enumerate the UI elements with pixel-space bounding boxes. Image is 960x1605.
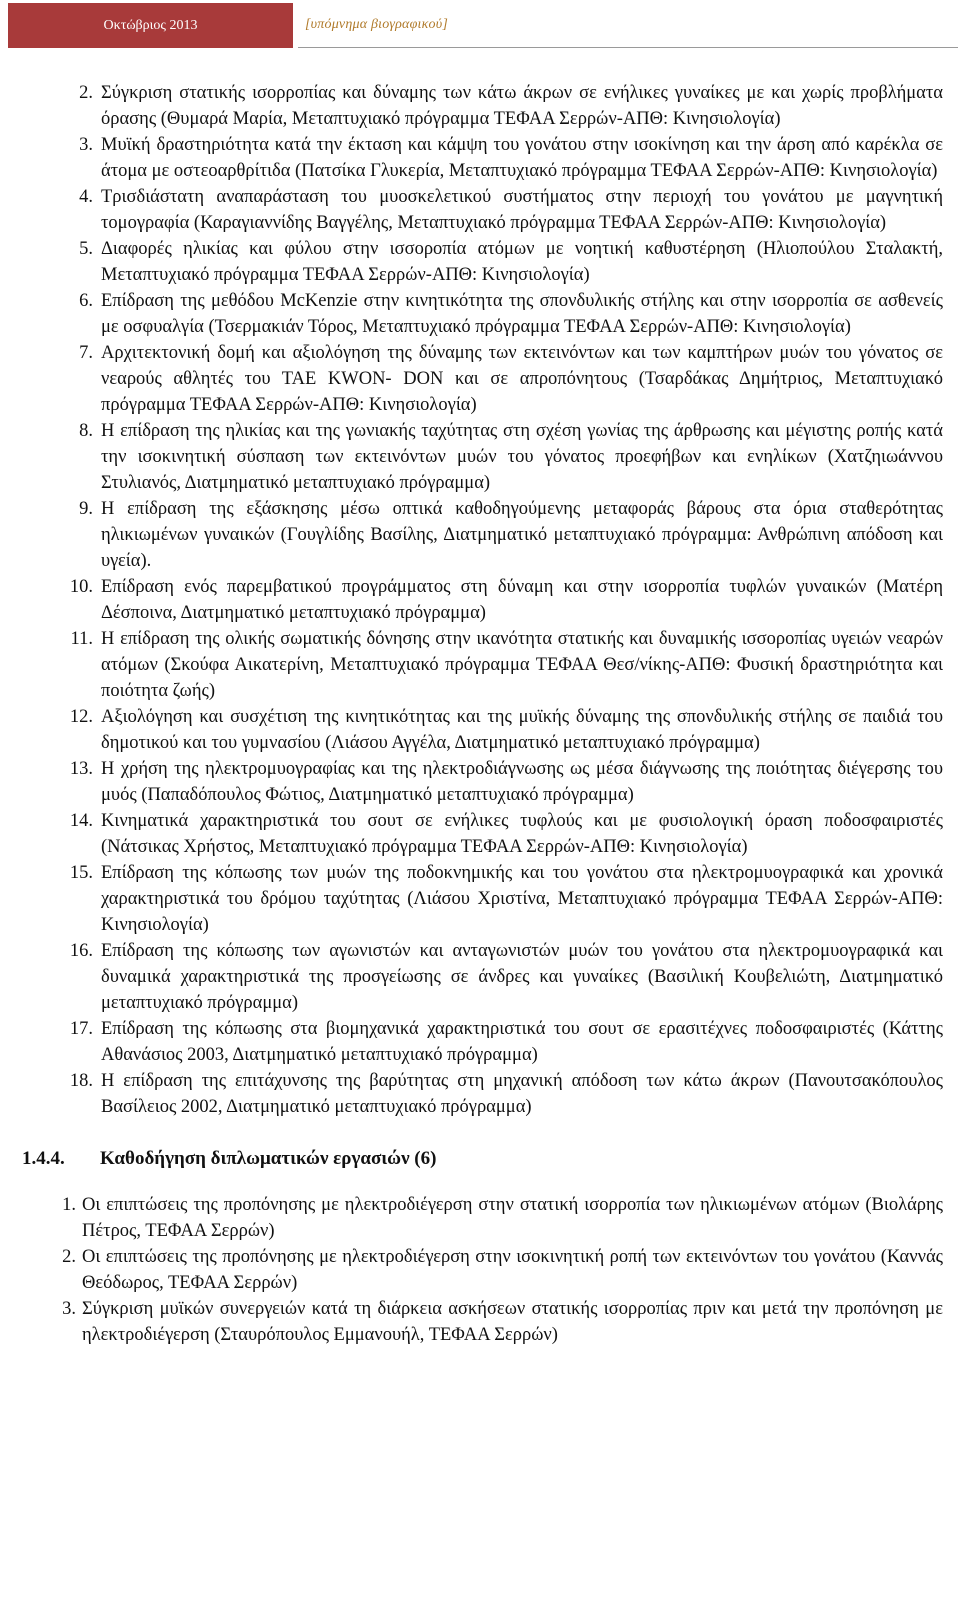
- list-item: [69, 756, 943, 808]
- list-item-number: 10.: [69, 577, 93, 597]
- list-item-number: 2.: [79, 83, 93, 103]
- list-item-text: Επίδραση της κόπωσης στα βιομηχανικά χαρακτηριστικά του σουτ σε ερασιτέχνες ποδοσφαιριστές (Κάττης Αθανάσιος 2003, Διατμηματικό μεταπτυχιακό πρόγραμμα): [101, 1019, 943, 1065]
- list-item: [69, 860, 943, 938]
- list-item-number: 18.: [69, 1071, 93, 1091]
- diploma-theses-list: [0, 1192, 960, 1348]
- list-item-number: 14.: [69, 811, 93, 831]
- list-item-number: 9.: [79, 499, 93, 519]
- list-item-text: Η επίδραση της εξάσκησης μέσω οπτικά καθοδηγούμενης μεταφοράς βάρους στα όρια σταθερότητας ηλικιωμένων γυναικών (Γουγλίδης Βασίλης, Διατμηματικό μεταπτυχιακό πρόγραμμα: Ανθρώπινη απόδοση και υγεία).: [101, 499, 943, 571]
- list-item: [79, 184, 943, 236]
- list-item: [69, 574, 943, 626]
- list-item: [79, 496, 943, 574]
- header-title: [υπόμνημα βιογραφικού]: [305, 17, 449, 32]
- list-item-text: Τρισδιάστατη αναπαράσταση του μυοσκελετικού συστήματος στην περιοχή του γονάτου με μαγνητική τομογραφία (Καραγιαννίδης Βαγγέλης, Μεταπτυχιακό πρόγραμμα ΤΕΦΑΑ Σερρών-ΑΠΘ: Κινησιολογία): [101, 187, 943, 233]
- list-item-text: Η επίδραση της επιτάχυνσης της βαρύτητας στη μηχανική απόδοση των κάτω άκρων (Πανουτσακόπουλος Βασίλειος 2002, Διατμηματικό μεταπτυχιακό πρόγραμμα): [101, 1071, 943, 1117]
- page-content: [0, 80, 960, 1348]
- list-item-text: Αρχιτεκτονική δομή και αξιολόγηση της δύναμης των εκτεινόντων και των καμπτήρων μυών του γόνατος σε νεαρούς αθλητές του ΤΑΕ KWON- DON και σε απροπόνητους (Τσαρδάκας Δημήτριος, Μεταπτυχιακό πρόγραμμα ΤΕΦΑΑ Σερρών-ΑΠΘ: Κινησιολογία): [101, 343, 943, 415]
- list-item: [69, 1016, 943, 1068]
- list-item-number: 3.: [79, 135, 93, 155]
- graduate-theses-list: [0, 80, 960, 1120]
- header-divider: [298, 47, 958, 48]
- list-item-text: Οι επιπτώσεις της προπόνησης με ηλεκτροδιέγερση στην ισοκινητική ροπή των εκτεινόντων του γονάτου (Καννάς Θεόδωρος, ΤΕΦΑΑ Σερρών): [82, 1247, 943, 1293]
- list-item-text: Αξιολόγηση και συσχέτιση της κινητικότητας και της μυϊκής δύναμης της σπονδυλικής στήλης σε παιδιά του δημοτικού και του γυμνασίου (Λιάσου Αγγέλα, Διατμηματικό μεταπτυχιακό πρόγραμμα): [101, 707, 943, 753]
- list-item-number: 1.: [62, 1195, 76, 1215]
- section-title: Καθοδήγηση διπλωματικών εργασιών (6): [100, 1148, 437, 1169]
- list-item: [79, 418, 943, 496]
- list-item-text: Επίδραση της μεθόδου McKenzie στην κινητικότητα της σπονδυλικής στήλης και στην ισορροπία σε ασθενείς με οσφυαλγία (Τσερμακιάν Τόρος, Μεταπτυχιακό πρόγραμμα ΤΕΦΑΑ Σερρών-ΑΠΘ: Κινησιολογία): [101, 291, 943, 337]
- list-item-text: Επίδραση της κόπωσης των μυών της ποδοκνημικής και του γονάτου στα ηλεκτρομυογραφικά και χρονικά χαρακτηριστικά του δρόμου ταχύτητας (Λιάσου Χριστίνα, Μεταπτυχιακό πρόγραμμα ΤΕΦΑΑ Σερρών-ΑΠΘ: Κινησιολογία): [101, 863, 943, 935]
- list-item-number: 13.: [69, 759, 93, 779]
- list-item-text: Η επίδραση της ηλικίας και της γωνιακής ταχύτητας στη σχέση γωνίας της άρθρωσης και μέγιστης ροπής κατά την ισοκινητική σύσπαση των εκτεινόντων μυών του γόνατος προεφήβων και ενηλίκων (Χατζηιωάννου Στυλιανός, Διατμηματικό μεταπτυχιακό πρόγραμμα): [101, 421, 943, 493]
- list-item-text: Η χρήση της ηλεκτρομυογραφίας και της ηλεκτροδιάγνωσης ως μέσα διάγνωσης της ποιότητας διέγερσης του μυός (Παπαδόπουλος Φώτιος, Διατμηματικό μεταπτυχιακό πρόγραμμα): [101, 759, 943, 805]
- section-heading: [22, 1142, 960, 1176]
- list-item-text: Οι επιπτώσεις της προπόνησης με ηλεκτροδιέγερση στην στατική ισορροπία των ηλικιωμένων ατόμων (Βιολάρης Πέτρος, ΤΕΦΑΑ Σερρών): [82, 1195, 943, 1241]
- list-item: [69, 938, 943, 1016]
- list-item-text: Η επίδραση της ολικής σωματικής δόνησης στην ικανότητα στατικής και δυναμικής ισσοροπίας υγειών νεαρών ατόμων (Σκούφα Αικατερίνη, Μεταπτυχιακό πρόγραμμα ΤΕΦΑΑ Θεσ/νίκης-ΑΠΘ: Φυσική δραστηριότητα και ποιότητα ζωής): [101, 629, 943, 701]
- list-item-number: 4.: [79, 187, 93, 207]
- list-item: [62, 1296, 943, 1348]
- list-item-text: Επίδραση ενός παρεμβατικού προγράμματος στη δύναμη και στην ισορροπία τυφλών γυναικών (Ματέρη Δέσποινα, Διατμηματικό μεταπτυχιακό πρόγραμμα): [101, 577, 943, 623]
- list-item-text: Διαφορές ηλικίας και φύλου στην ισσοροπία ατόμων με νοητική καθυστέρηση (Ηλιοπούλου Σταλακτή, Μεταπτυχιακό πρόγραμμα ΤΕΦΑΑ Σερρών-ΑΠΘ: Κινησιολογία): [101, 239, 943, 285]
- list-item-number: 17.: [69, 1019, 93, 1039]
- header-date: Οκτώβριος 2013: [8, 3, 293, 48]
- list-item: [62, 1244, 943, 1296]
- list-item-number: 2.: [62, 1247, 76, 1267]
- section-number: 1.4.4.: [22, 1148, 65, 1169]
- list-item-number: 6.: [79, 291, 93, 311]
- list-item: [69, 808, 943, 860]
- list-item-text: Κινηματικά χαρακτηριστικά του σουτ σε ενήλικες τυφλούς και με φυσιολογική όραση ποδοσφαιριστές (Νάτσικας Χρήστος, Μεταπτυχιακό πρόγραμμα ΤΕΦΑΑ Σερρών-ΑΠΘ: Κινησιολογία): [101, 811, 943, 857]
- list-item: [69, 1068, 943, 1120]
- list-item: [79, 236, 943, 288]
- page-header: [8, 3, 958, 48]
- list-item-number: 7.: [79, 343, 93, 363]
- list-item-number: 15.: [69, 863, 93, 883]
- list-item-text: Μυϊκή δραστηριότητα κατά την έκταση και κάμψη του γονάτου στην ισοκίνηση και την άρση από καρέκλα σε άτομα με οστεοαρθρίτιδα (Πατσίκα Γλυκερία, Μεταπτυχιακό πρόγραμμα ΤΕΦΑΑ Σερρών-ΑΠΘ: Κινησιολογία): [101, 135, 943, 181]
- list-item: [70, 626, 943, 704]
- list-item: [79, 132, 943, 184]
- list-item: [79, 288, 943, 340]
- list-item-number: 12.: [69, 707, 93, 727]
- list-item-number: 11.: [70, 629, 93, 649]
- list-item-text: Σύγκριση μυϊκών συνεργειών κατά τη διάρκεια ασκήσεων στατικής ισορροπίας πριν και μετά την προπόνηση με ηλεκτροδιέγερση (Σταυρόπουλος Εμμανουήλ, ΤΕΦΑΑ Σερρών): [82, 1299, 943, 1345]
- list-item-number: 5.: [79, 239, 93, 259]
- list-item-text: Επίδραση της κόπωσης των αγωνιστών και ανταγωνιστών μυών του γονάτου στα ηλεκτρομυογραφικά και δυναμικά χαρακτηριστικά της προσγείωσης σε άνδρες και γυναίκες (Βασιλική Κουβελιώτη, Διατμηματικό μεταπτυχιακό πρόγραμμα): [101, 941, 943, 1013]
- list-item: [62, 1192, 943, 1244]
- list-item-text: Σύγκριση στατικής ισορροπίας και δύναμης των κάτω άκρων σε ενήλικες γυναίκες με και χωρίς προβλήματα όρασης (Θυμαρά Μαρία, Μεταπτυχιακό πρόγραμμα ΤΕΦΑΑ Σερρών-ΑΠΘ: Κινησιολογία): [101, 83, 943, 129]
- list-item-number: 16.: [69, 941, 93, 961]
- list-item-number: 8.: [79, 421, 93, 441]
- list-item: [69, 704, 943, 756]
- list-item-number: 3.: [62, 1299, 76, 1319]
- list-item: [79, 80, 943, 132]
- list-item: [79, 340, 943, 418]
